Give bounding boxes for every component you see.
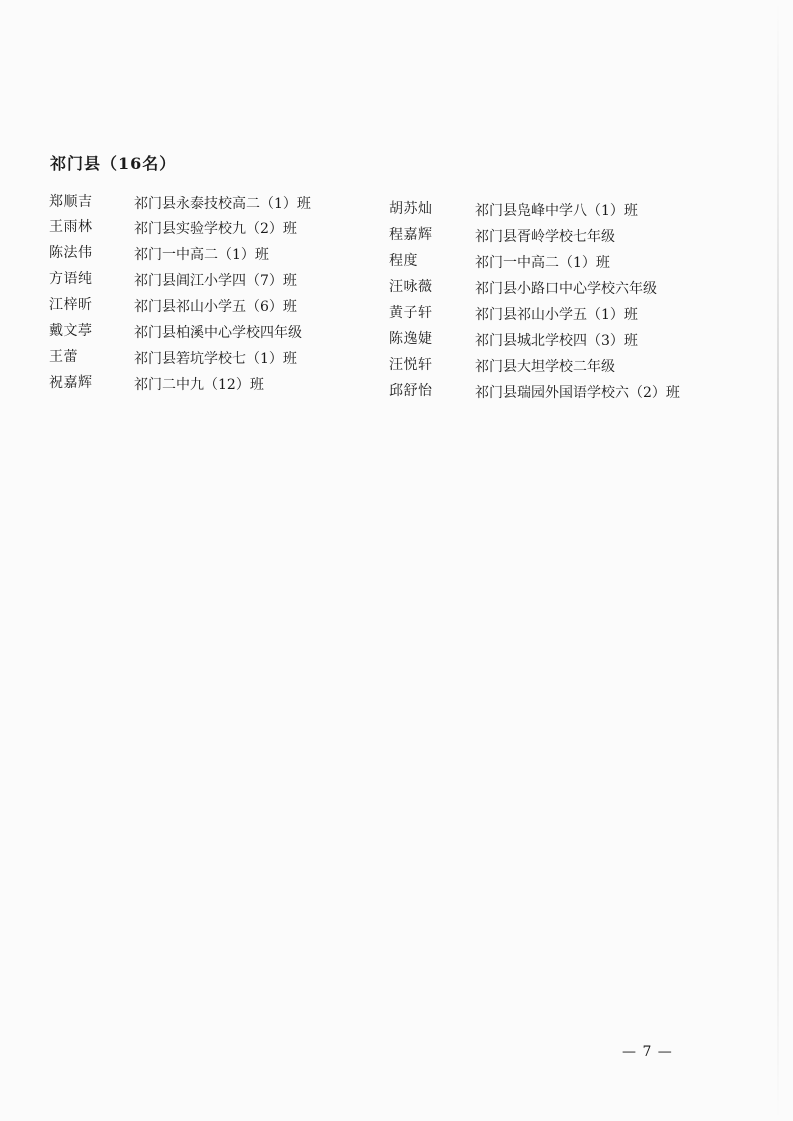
school-class: 祁门县实验学校九（2）班 bbox=[134, 221, 297, 237]
school-class: 祁门县小路口中心学校六年级 bbox=[475, 281, 657, 297]
student-name: 黄子轩 bbox=[389, 305, 433, 321]
school-class: 祁门县大坦学校二年级 bbox=[475, 359, 615, 375]
school-class: 祁门县永泰技校高二（1）班 bbox=[134, 196, 311, 212]
student-name: 陈逸婕 bbox=[389, 331, 433, 347]
student-name: 程嘉辉 bbox=[389, 227, 433, 243]
school-class: 祁门一中高二（1）班 bbox=[475, 255, 610, 271]
school-class: 祁门县柏溪中心学校四年级 bbox=[134, 325, 302, 341]
school-class: 祁门二中九（12）班 bbox=[134, 377, 264, 393]
school-class: 祁门县瑞园外国语学校六（2）班 bbox=[475, 385, 680, 401]
student-name: 江梓昕 bbox=[49, 297, 93, 313]
student-name: 汪咏薇 bbox=[389, 279, 433, 295]
student-name: 戴文葶 bbox=[49, 323, 93, 339]
student-name: 邱舒怡 bbox=[389, 383, 433, 399]
school-class: 祁门县城北学校四（3）班 bbox=[475, 333, 638, 349]
school-class: 祁门县胥岭学校七年级 bbox=[475, 229, 615, 245]
student-name: 程度 bbox=[389, 253, 418, 269]
student-name: 郑顺吉 bbox=[49, 194, 93, 210]
school-class: 祁门县箬坑学校七（1）班 bbox=[134, 351, 297, 367]
scan-edge-shadow bbox=[777, 0, 779, 1121]
school-class: 祁门县祁山小学五（6）班 bbox=[134, 299, 297, 315]
page-number: — 7 — bbox=[622, 1044, 673, 1060]
school-class: 祁门县阊江小学四（7）班 bbox=[134, 273, 297, 289]
student-name: 祝嘉辉 bbox=[49, 375, 93, 391]
school-class: 祁门县凫峰中学八（1）班 bbox=[475, 203, 638, 219]
student-name: 方语纯 bbox=[49, 271, 93, 287]
section-title: 祁门县（16名） bbox=[50, 154, 177, 173]
school-class: 祁门县祁山小学五（1）班 bbox=[475, 307, 638, 323]
school-class: 祁门一中高二（1）班 bbox=[134, 247, 269, 263]
student-name: 胡苏灿 bbox=[389, 201, 433, 217]
student-name: 王蕾 bbox=[49, 349, 78, 365]
student-name: 陈法伟 bbox=[49, 245, 93, 261]
student-name: 王雨林 bbox=[49, 219, 93, 235]
student-name: 汪悦轩 bbox=[389, 357, 433, 373]
